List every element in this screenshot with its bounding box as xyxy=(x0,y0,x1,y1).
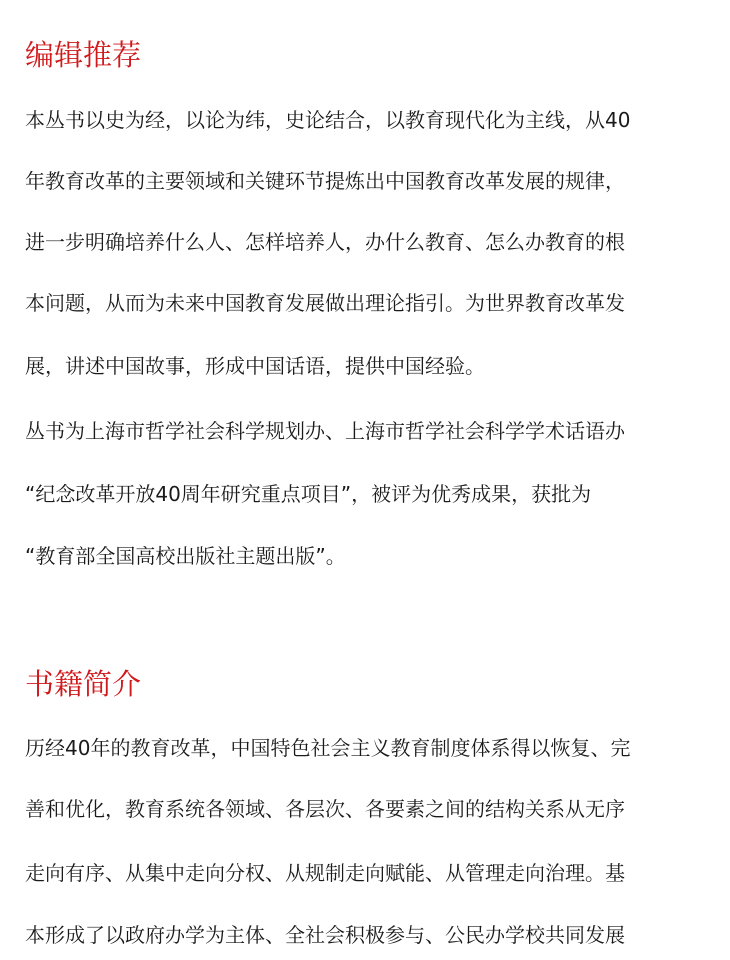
paragraph-line: “纪念改革开放40周年研究重点项目”，被评为优秀成果，获批为 xyxy=(25,482,592,506)
section-title-editor-recommendation: 编辑推荐 xyxy=(25,38,142,72)
paragraph-line: 走向有序、从集中走向分权、从规制走向赋能、从管理走向治理。基 xyxy=(25,861,625,885)
paragraph-line: 本形成了以政府办学为主体、全社会积极参与、公民办学校共同发展 xyxy=(25,923,625,947)
paragraph-line: 进一步明确培养什么人、怎样培养人，办什么教育、怎么办教育的根 xyxy=(25,230,625,254)
paragraph-line: 年教育改革的主要领域和关键环节提炼出中国教育改革发展的规律， xyxy=(25,169,625,193)
section-title-book-introduction: 书籍简介 xyxy=(25,667,142,701)
paragraph-line: 本丛书以史为经，以论为纬，史论结合，以教育现代化为主线，从40 xyxy=(25,108,631,132)
paragraph-line: 本问题，从而为未来中国教育发展做出理论指引。为世界教育改革发 xyxy=(25,291,625,315)
paragraph-line: 善和优化，教育系统各领域、各层次、各要素之间的结构关系从无序 xyxy=(25,797,625,821)
paragraph-line: “教育部全国高校出版社主题出版”。 xyxy=(25,544,346,568)
paragraph-line: 丛书为上海市哲学社会科学规划办、上海市哲学社会科学学术话语办 xyxy=(25,419,625,443)
paragraph-line: 展，讲述中国故事，形成中国话语，提供中国经验。 xyxy=(25,354,485,378)
paragraph-line: 历经40年的教育改革，中国特色社会主义教育制度体系得以恢复、完 xyxy=(25,736,631,760)
